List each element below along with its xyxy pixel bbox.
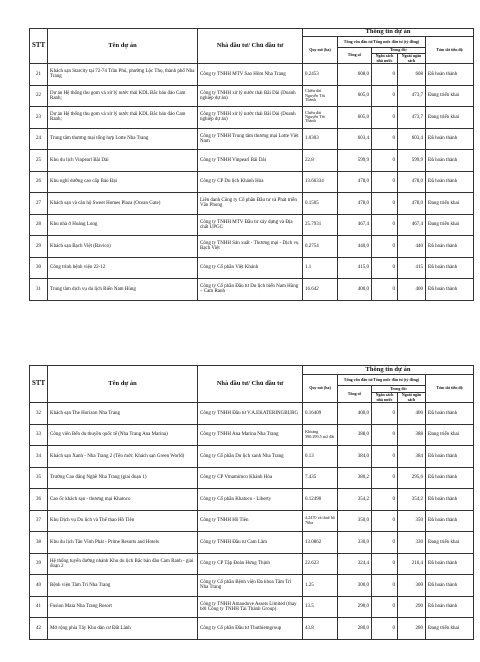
stt-cell: 22: [30, 85, 48, 107]
header-status: Tóm tắt tiến độ: [426, 375, 474, 403]
status-cell: Đang triển khai: [426, 424, 474, 446]
total-capital-cell: 440,0: [338, 236, 372, 258]
header-investor: Nhà đầu tư/ Chủ đầu tư: [198, 366, 303, 403]
header-capital-group: Tổng vốn đầu tư/Tổng mức đầu tư (tỷ đồng): [338, 375, 426, 386]
state-budget-cell: 0: [372, 618, 398, 640]
state-budget-cell: 0: [372, 171, 398, 193]
investor-cell: Công ty TNHH Sản xuất - Thương mại - Dịch vụ Bạch Việt: [198, 236, 303, 258]
project-name-cell: Khách sạn Starcity tại 72-74 Trần Phú, phường Lộc Thọ, thành phố Nha Trang: [48, 64, 198, 86]
total-capital-cell: 350,0: [338, 510, 372, 532]
project-name-cell: Khách sạn Bạch Việt (Bavico): [48, 236, 198, 258]
status-cell: Đang triển khai: [426, 107, 474, 129]
stt-cell: 32: [30, 403, 48, 425]
header-status: Tóm tắt tiến độ: [426, 37, 474, 64]
table-row: [30, 279, 474, 301]
investor-cell: Công ty CP Du lịch Khánh Hòa: [198, 171, 303, 193]
non-state-cell: 608: [398, 64, 426, 86]
area-cell: 13.5: [303, 596, 338, 618]
header-project: Tên dự án: [48, 366, 198, 403]
header-state-budget: Ngân sách nhà nước: [372, 54, 398, 64]
non-state-cell: 388: [398, 424, 426, 446]
stt-cell: 41: [30, 596, 48, 618]
total-capital-cell: 330,0: [338, 532, 372, 554]
project-name-cell: Mở rộng phía Tây Khu dân cư Đất Lành: [48, 618, 198, 640]
area-cell: 4,2470 và thuê hồ 76ha: [303, 510, 338, 532]
header-state-budget: Ngân sách nhà nước: [372, 393, 398, 403]
non-state-cell: 295,6: [398, 467, 426, 489]
stt-cell: 37: [30, 510, 48, 532]
state-budget-cell: 0: [372, 596, 398, 618]
status-cell: Đã hoàn thành: [426, 553, 474, 575]
project-name-cell: Dự án Hệ thống thu gom và xử lý nước thải KDL Bắc bán đảo Cam Ranh;: [48, 107, 198, 129]
total-capital-cell: 415,0: [338, 257, 372, 279]
total-capital-cell: 605,0: [338, 107, 372, 129]
status-cell: Đã hoàn thành: [426, 489, 474, 511]
project-name-cell: Khách sạn Xanh - Nha Trang 2 (Tên mới: Khách sạn Green World): [48, 446, 198, 468]
investor-cell: Công ty CP Vmamimco Khánh Hòa: [198, 467, 303, 489]
status-cell: Đã hoàn thành: [426, 596, 474, 618]
table-row: [30, 510, 474, 532]
table-row: [30, 236, 474, 258]
non-state-cell: 400: [398, 279, 426, 301]
area-cell: Khoảng 390.299,5 m2 đất: [303, 424, 338, 446]
state-budget-cell: 0: [372, 257, 398, 279]
stt-cell: 35: [30, 467, 48, 489]
status-cell: Đã hoàn thành: [426, 279, 474, 301]
table-row: [30, 171, 474, 193]
table-row: [30, 424, 474, 446]
table-row: [30, 446, 474, 468]
non-state-cell: 603,4: [398, 128, 426, 150]
stt-cell: 34: [30, 446, 48, 468]
table-row: [30, 85, 474, 107]
project-name-cell: Trường Cao đẳng Nghề Nha Trang (giai đoạn 1): [48, 467, 198, 489]
state-budget-cell: 0: [372, 64, 398, 86]
header-capital-group: Tổng vốn đầu tư/Tổng mức đầu tư (tỷ đồng): [338, 37, 426, 48]
table-row: [30, 489, 474, 511]
stt-cell: 31: [30, 279, 48, 301]
non-state-cell: 467,4: [398, 214, 426, 236]
project-name-cell: Trung tâm thương mại tổng hợp Lotte Nha Trang: [48, 128, 198, 150]
table-row: [30, 532, 474, 554]
state-budget-cell: 0: [372, 446, 398, 468]
total-capital-cell: 388,0: [338, 424, 372, 446]
total-capital-cell: 384,0: [338, 446, 372, 468]
investor-cell: Liên danh Công ty Cổ phần Đầu tư và Phát triển Văn Phong: [198, 193, 303, 215]
non-state-cell: 350: [398, 510, 426, 532]
table-row: [30, 128, 474, 150]
investor-cell: Công ty Cổ phần Khatoco - Liberty: [198, 489, 303, 511]
total-capital-cell: 300,0: [338, 575, 372, 597]
non-state-cell: 599,9: [398, 150, 426, 172]
status-cell: Đã hoàn thành: [426, 64, 474, 86]
total-capital-cell: 605,0: [338, 85, 372, 107]
stt-cell: 38: [30, 532, 48, 554]
investor-cell: Công ty Cổ phần Việt Khánh: [198, 257, 303, 279]
table-row: [30, 107, 474, 129]
investor-cell: Công ty TNHH Vinpearl Bãi Dài: [198, 150, 303, 172]
table-row: [30, 553, 474, 575]
project-name-cell: Khu nhà ở Hoàng Long: [48, 214, 198, 236]
area-cell: 7.435: [303, 467, 338, 489]
total-capital-cell: 400,0: [338, 403, 372, 425]
area-cell: 13.66334: [303, 171, 338, 193]
area-cell: Chiều dài Nguyễn Tất Thành: [303, 85, 338, 107]
header-investor: Nhà đầu tư/ Chủ đầu tư: [198, 29, 303, 64]
header-total: Tổng số: [338, 48, 372, 64]
status-cell: Đang triển khai: [426, 532, 474, 554]
total-capital-cell: 380,2: [338, 467, 372, 489]
investor-cell: Công ty TNHH Amaodove Assets Limited (thay bởi Công ty TNHH Tài Thành Group): [198, 596, 303, 618]
status-cell: Đã hoàn thành: [426, 403, 474, 425]
stt-cell: 21: [30, 64, 48, 86]
non-state-cell: 216,4: [398, 553, 426, 575]
table-row: [30, 214, 474, 236]
investor-cell: Công ty TNHH xử lý nước thải Bãi Dài (Doanh nghiệp dự án): [198, 107, 303, 129]
status-cell: Đã hoàn thành: [426, 257, 474, 279]
status-cell: Đã hoàn thành: [426, 467, 474, 489]
stt-cell: 26: [30, 171, 48, 193]
non-state-cell: 478,0: [398, 171, 426, 193]
table-row: [30, 150, 474, 172]
header-non-state: Ngoài ngân sách: [398, 393, 426, 403]
project-name-cell: Bệnh viện Tâm Trí Nha Trang: [48, 575, 198, 597]
non-state-cell: 354,2: [398, 489, 426, 511]
project-name-cell: Khu Dịch vụ Du lịch và Thể thao Hồ Tiên: [48, 510, 198, 532]
project-name-cell: Dự án Hệ thống thu gom và xử lý nước thải KDL Bắc bán đảo Cam Ranh;: [48, 85, 198, 107]
investor-cell: Công ty CP Tập Đoàn Hưng Thịnh: [198, 553, 303, 575]
stt-cell: 33: [30, 424, 48, 446]
area-cell: 0.2453: [303, 64, 338, 86]
state-budget-cell: 0: [372, 575, 398, 597]
area-cell: 0.16409: [303, 403, 338, 425]
state-budget-cell: 0: [372, 279, 398, 301]
investor-cell: Công ty TNHH MTV Sao Hôm Nha Trang: [198, 64, 303, 86]
investor-cell: Công ty TNHH Ana Marina Nha Trang: [198, 424, 303, 446]
investor-cell: Công ty Cổ phần Bệnh viện Đa khoa Tâm Trí Nha Trang: [198, 575, 303, 597]
state-budget-cell: 0: [372, 553, 398, 575]
area-cell: 0.13: [303, 446, 338, 468]
project-name-cell: Hệ thống tuyến đường nhánh Khu du lịch Bắc bán đảo Cam Ranh - giai đoạn 2: [48, 553, 198, 575]
area-cell: Chiều dài Nguyễn Tất Thành: [303, 107, 338, 129]
stt-cell: 25: [30, 150, 48, 172]
area-cell: 43.8: [303, 618, 338, 640]
non-state-cell: 473,7: [398, 107, 426, 129]
project-name-cell: Khách sạn và căn hộ Sweet Homes Plaza (Ocean Gate): [48, 193, 198, 215]
stt-cell: 39: [30, 553, 48, 575]
investor-cell: Công ty TNHH Trung tâm thương mại Lotte Việt Nam: [198, 128, 303, 150]
status-cell: Đã hoàn thành: [426, 128, 474, 150]
total-capital-cell: 290,0: [338, 596, 372, 618]
header-of-which: Trong đó:: [372, 386, 426, 393]
non-state-cell: 330: [398, 532, 426, 554]
total-capital-cell: 599,9: [338, 150, 372, 172]
investor-cell: Công ty TNHH xử lý nước thải Bãi Dài (Doanh nghiệp dự án): [198, 85, 303, 107]
status-cell: Đã hoàn thành: [426, 171, 474, 193]
state-budget-cell: 0: [372, 467, 398, 489]
header-stt: STT: [30, 366, 48, 403]
total-capital-cell: 608,0: [338, 64, 372, 86]
area-cell: 1.1: [303, 257, 338, 279]
state-budget-cell: 0: [372, 424, 398, 446]
header-project: Tên dự án: [48, 29, 198, 64]
table-row: [30, 257, 474, 279]
header-non-state: Ngoài ngân sách: [398, 54, 426, 64]
table-1-body: [30, 64, 474, 301]
stt-cell: 42: [30, 618, 48, 640]
investor-cell: Công ty Cổ phần Du lịch xanh Nha Trang: [198, 446, 303, 468]
header-info-group: Thông tin dự án: [303, 366, 474, 375]
stt-cell: 28: [30, 214, 48, 236]
total-capital-cell: 324,4: [338, 553, 372, 575]
state-budget-cell: 0: [372, 403, 398, 425]
status-cell: Đã hoàn thành: [426, 236, 474, 258]
area-cell: 25.7931: [303, 214, 338, 236]
status-cell: Đã hoàn thành: [426, 446, 474, 468]
table-row: [30, 467, 474, 489]
state-budget-cell: 0: [372, 107, 398, 129]
table-row: [30, 575, 474, 597]
header-area: Quy mô (ha): [303, 37, 338, 64]
area-cell: 0.1505: [303, 193, 338, 215]
status-cell: Đang triển khai: [426, 618, 474, 640]
state-budget-cell: 0: [372, 193, 398, 215]
project-name-cell: Công viên Bến du thuyền quốc tế (Nha Trang Ana Marina): [48, 424, 198, 446]
total-capital-cell: 603,4: [338, 128, 372, 150]
status-cell: Đã hoàn thành: [426, 575, 474, 597]
total-capital-cell: 467,4: [338, 214, 372, 236]
state-budget-cell: 0: [372, 85, 398, 107]
non-state-cell: 300: [398, 575, 426, 597]
area-cell: 22.8: [303, 150, 338, 172]
total-capital-cell: 280,0: [338, 618, 372, 640]
project-name-cell: Khách sạn The Horizon Nha Trang: [48, 403, 198, 425]
header-stt: STT: [30, 29, 48, 64]
investor-cell: Công ty TNHH Hồ Tiên: [198, 510, 303, 532]
project-name-cell: Khu du lịch Vinpearl Bãi Dài: [48, 150, 198, 172]
stt-cell: 23: [30, 107, 48, 129]
investor-cell: Công ty TNHH MTV Đầu tư xây dựng và Địa chất UPGC: [198, 214, 303, 236]
stt-cell: 29: [30, 236, 48, 258]
total-capital-cell: 478,0: [338, 193, 372, 215]
area-cell: 22.623: [303, 553, 338, 575]
non-state-cell: 290: [398, 596, 426, 618]
status-cell: Đã hoàn thành: [426, 510, 474, 532]
status-cell: Đang triển khai: [426, 85, 474, 107]
status-cell: Đã hoàn thành: [426, 150, 474, 172]
table-2-body: [30, 403, 474, 640]
project-name-cell: Cao ốc khách sạn - thương mại Khatoco: [48, 489, 198, 511]
table-row: [30, 64, 474, 86]
state-budget-cell: 0: [372, 510, 398, 532]
stt-cell: 27: [30, 193, 48, 215]
area-cell: 1.0303: [303, 128, 338, 150]
project-table-1: [29, 28, 474, 301]
area-cell: 0.12490: [303, 489, 338, 511]
table-row: [30, 596, 474, 618]
stt-cell: 30: [30, 257, 48, 279]
non-state-cell: 415: [398, 257, 426, 279]
investor-cell: Công ty Cổ phần Đầu tư Thuthiemgroup: [198, 618, 303, 640]
project-name-cell: Khu nghỉ dưỡng cao cấp Bảo Đại: [48, 171, 198, 193]
stt-cell: 36: [30, 489, 48, 511]
project-name-cell: Công trình bệnh viện 22-12: [48, 257, 198, 279]
state-budget-cell: 0: [372, 128, 398, 150]
non-state-cell: 473,7: [398, 85, 426, 107]
non-state-cell: 440: [398, 236, 426, 258]
stt-cell: 40: [30, 575, 48, 597]
status-cell: Đang triển khai: [426, 214, 474, 236]
total-capital-cell: 400,0: [338, 279, 372, 301]
header-info-group: Thông tin dự án: [303, 29, 474, 37]
state-budget-cell: 0: [372, 214, 398, 236]
stt-cell: 24: [30, 128, 48, 150]
non-state-cell: 478,0: [398, 193, 426, 215]
area-cell: 0.2754: [303, 236, 338, 258]
total-capital-cell: 354,2: [338, 489, 372, 511]
project-name-cell: Trung tâm dịch vụ du lịch Biển Nam Hùng: [48, 279, 198, 301]
total-capital-cell: 478,0: [338, 171, 372, 193]
project-table-2: [29, 365, 474, 640]
area-cell: 13.0862: [303, 532, 338, 554]
state-budget-cell: 0: [372, 236, 398, 258]
investor-cell: Công ty TNHH Đầu tư V.A.EKATERINGBURG: [198, 403, 303, 425]
state-budget-cell: 0: [372, 489, 398, 511]
status-cell: Đang triển khai: [426, 193, 474, 215]
table-row: [30, 403, 474, 425]
non-state-cell: 280: [398, 618, 426, 640]
state-budget-cell: 0: [372, 150, 398, 172]
table-row: [30, 618, 474, 640]
non-state-cell: 400: [398, 403, 426, 425]
area-cell: 16.642: [303, 279, 338, 301]
non-state-cell: 384: [398, 446, 426, 468]
project-name-cell: Khu du lịch Tân Vĩnh Phát - Prime Resorts and Hotels: [48, 532, 198, 554]
table-row: [30, 193, 474, 215]
header-area: Quy mô (ha): [303, 375, 338, 403]
area-cell: 1.25: [303, 575, 338, 597]
state-budget-cell: 0: [372, 532, 398, 554]
project-name-cell: Fusion Maia Nha Trang Resort: [48, 596, 198, 618]
header-total: Tổng số: [338, 386, 372, 403]
header-of-which: Trong đó:: [372, 48, 426, 54]
investor-cell: Công ty Cổ phần Đầu tư Du lịch biển Nam Hùng – Cam Ranh: [198, 279, 303, 301]
investor-cell: Công ty TNHH Đầu tư Cam Lâm: [198, 532, 303, 554]
